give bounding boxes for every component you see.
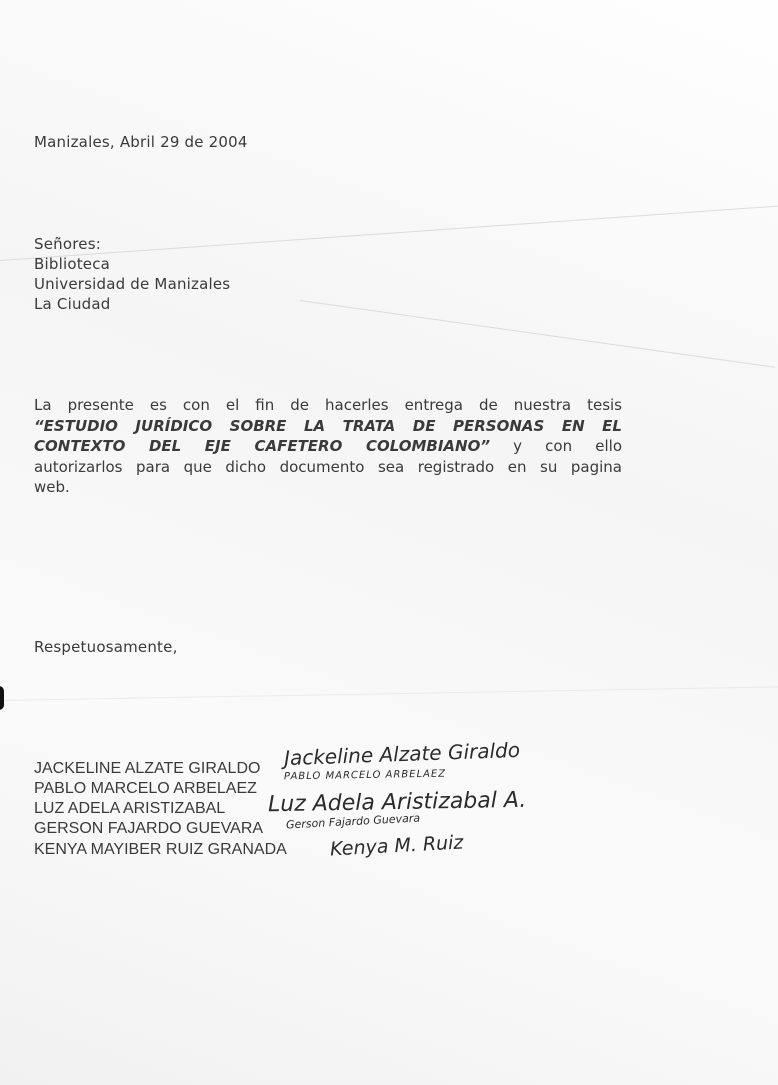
signatory-name: PABLO MARCELO ARBELAEZ [34, 780, 257, 797]
body-paragraph [34, 395, 622, 498]
thesis-title-line: “ESTUDIO JURÍDICO SOBRE LA TRATA DE PERSONAS EN EL [34, 416, 622, 435]
date-line: Manizales, Abril 29 de 2004 [34, 133, 248, 151]
signatory-name: LUZ ADELA ARISTIZABAL [34, 800, 226, 817]
body-line: autorizarlos para que dicho documento sea registrado en su pagina [34, 457, 622, 476]
punch-hole [0, 686, 4, 710]
handwritten-signature: Gerson Fajardo Guevara [285, 811, 421, 832]
closing: Respetuosamente, [34, 638, 178, 656]
paper-crease [0, 686, 778, 701]
recipient-line: Biblioteca [34, 255, 111, 273]
thesis-title-line: CONTEXTO DEL EJE CAFETERO COLOMBIANO” [34, 437, 491, 455]
signatory-name: JACKELINE ALZATE GIRALDO [34, 760, 261, 777]
body-line [34, 436, 622, 457]
signatory-name: KENYA MAYIBER RUIZ GRANADA [34, 841, 287, 858]
handwritten-signature: Kenya M. Ruiz [329, 831, 464, 861]
handwritten-signature: Luz Adela Aristizabal A. [267, 787, 527, 818]
recipient-line: La Ciudad [34, 295, 111, 313]
recipient-line: Señores: [34, 235, 101, 253]
handwritten-signature: PABLO MARCELO ARBELAEZ [283, 768, 447, 783]
signatory-name: GERSON FAJARDO GUEVARA [34, 820, 264, 837]
body-line: La presente es con el fin de hacerles entrega de nuestra tesis [34, 396, 622, 414]
paper-crease [300, 300, 775, 368]
recipient-line: Universidad de Manizales [34, 275, 231, 293]
paper-crease [0, 206, 778, 261]
body-text: y con ello [490, 437, 623, 455]
handwritten-signature: Jackeline Alzate Giraldo [283, 737, 521, 771]
body-line: web. [34, 478, 70, 496]
